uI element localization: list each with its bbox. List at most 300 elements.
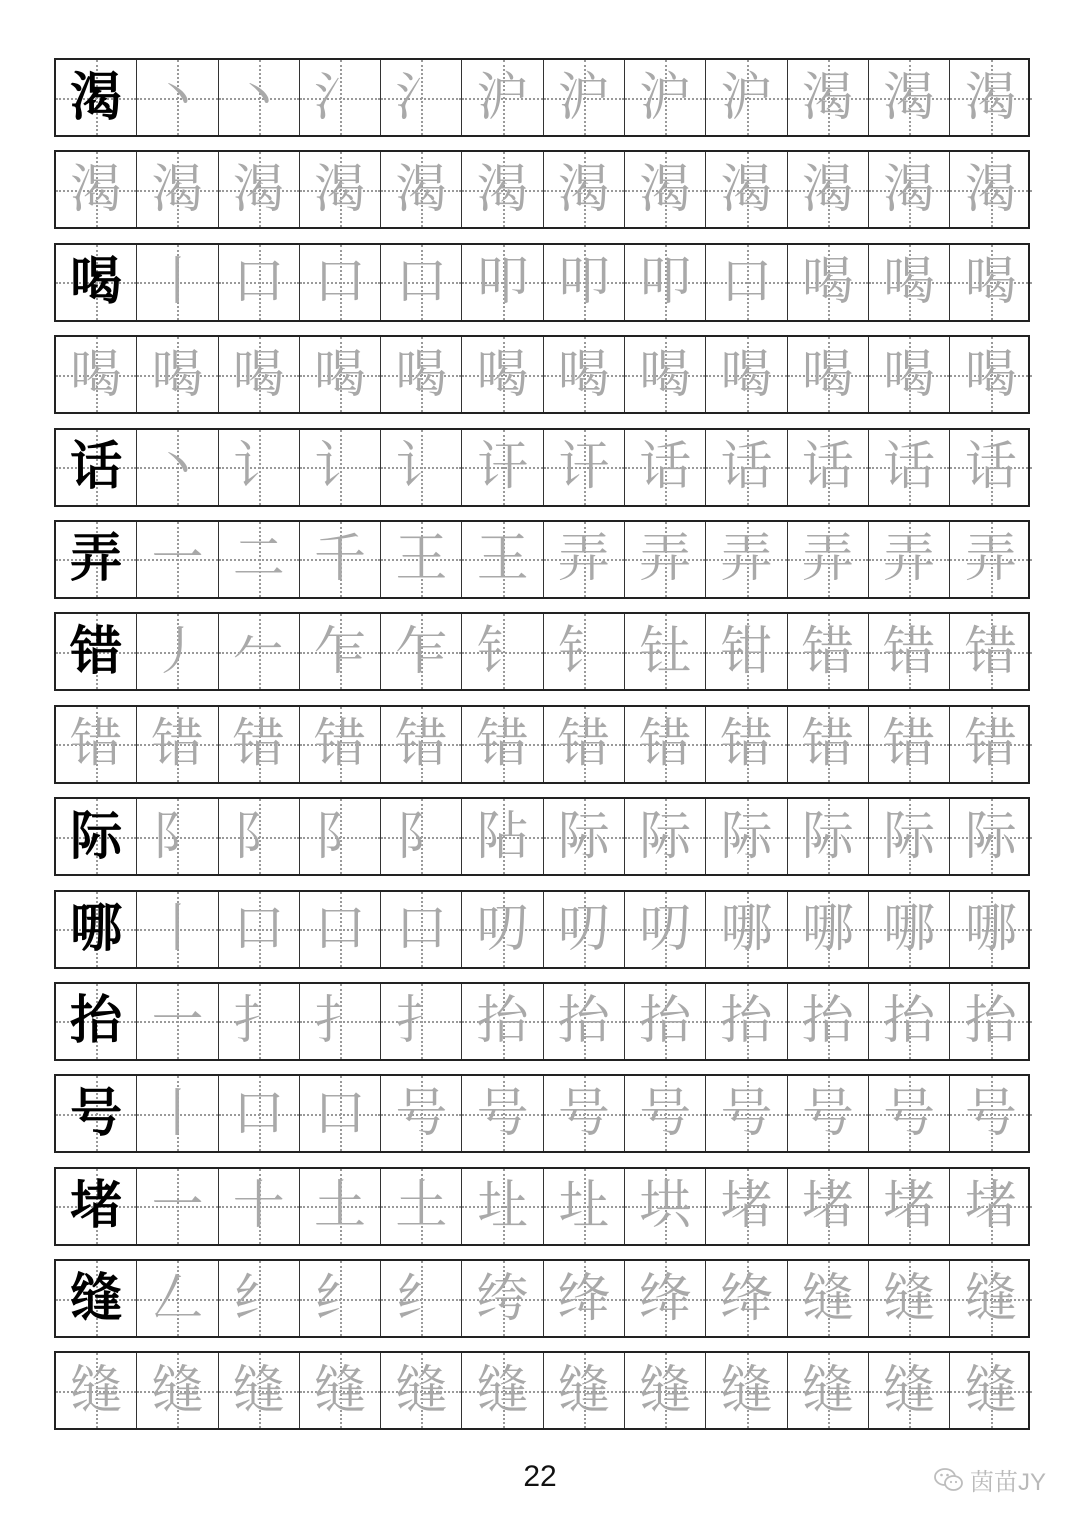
grid-cell (950, 522, 1031, 597)
trace-character: 口 (232, 252, 285, 313)
grid-cell (950, 1076, 1031, 1151)
trace-character: 堵 (964, 1176, 1017, 1237)
grid-cell (706, 1261, 787, 1336)
grid-cell (706, 1169, 787, 1244)
grid-cell (625, 1169, 706, 1244)
grid-cell (462, 152, 543, 227)
trace-character: 纟 (395, 1268, 448, 1329)
grid-cell (869, 60, 950, 135)
trace-character: 一 (151, 1176, 204, 1237)
grid-cell (300, 522, 381, 597)
trace-character: 钳 (720, 621, 773, 682)
trace-character: 渴 (314, 159, 367, 220)
trace-character: 纟 (314, 1268, 367, 1329)
trace-character: 渴 (557, 159, 610, 220)
grid-cell (788, 1353, 869, 1428)
grid-cell (706, 522, 787, 597)
trace-character: 喝 (557, 344, 610, 405)
grid-cell (544, 1261, 625, 1336)
practice-row (54, 428, 1030, 507)
grid-cell (625, 1353, 706, 1428)
trace-character: 讦 (557, 437, 610, 498)
trace-character: 钅 (557, 621, 610, 682)
grid-cell (137, 60, 218, 135)
trace-character: 话 (801, 437, 854, 498)
grid-cell (300, 337, 381, 412)
grid-cell (219, 430, 300, 505)
grid-cell (381, 337, 462, 412)
grid-cell (137, 1261, 218, 1336)
trace-character: 渴 (232, 159, 285, 220)
grid-cell (544, 1169, 625, 1244)
trace-character: 喝 (232, 344, 285, 405)
grid-cell (137, 984, 218, 1059)
trace-character: 乍 (395, 621, 448, 682)
grid-cell (950, 1261, 1031, 1336)
trace-character: 绔 (476, 1268, 529, 1329)
trace-character: 缝 (476, 1360, 529, 1421)
trace-character: 弄 (557, 529, 610, 590)
grid-cell (625, 337, 706, 412)
practice-row (54, 1167, 1030, 1246)
trace-character: 渴 (801, 159, 854, 220)
trace-character: 号 (639, 1083, 692, 1144)
trace-character: 弄 (720, 529, 773, 590)
practice-row (54, 1074, 1030, 1153)
grid-cell (706, 614, 787, 689)
trace-character: 扌 (232, 991, 285, 1052)
model-character: 际 (70, 806, 123, 867)
grid-cell (950, 245, 1031, 320)
grid-cell (462, 60, 543, 135)
trace-character: 错 (883, 621, 936, 682)
trace-character: 喝 (70, 344, 123, 405)
grid-cell (381, 245, 462, 320)
trace-character: 渴 (964, 67, 1017, 128)
trace-character: 十 (232, 1176, 285, 1237)
grid-cell (137, 799, 218, 874)
trace-character: 缝 (314, 1360, 367, 1421)
grid-cell (869, 1169, 950, 1244)
trace-character: 错 (476, 714, 529, 775)
grid-cell (300, 614, 381, 689)
grid-cell (462, 707, 543, 782)
grid-cell (462, 1169, 543, 1244)
grid-cell (462, 1353, 543, 1428)
trace-character: 缝 (151, 1360, 204, 1421)
grid-cell (219, 1353, 300, 1428)
trace-character: 钅 (476, 621, 529, 682)
grid-cell (869, 707, 950, 782)
trace-character: 缝 (801, 1360, 854, 1421)
grid-cell (544, 1353, 625, 1428)
grid-cell (625, 614, 706, 689)
grid-cell (950, 430, 1031, 505)
grid-cell (300, 707, 381, 782)
model-character: 弄 (70, 529, 123, 590)
grid-cell (788, 614, 869, 689)
grid-cell (219, 707, 300, 782)
grid-cell (56, 1261, 137, 1336)
trace-character: 𠂉 (232, 621, 285, 682)
trace-character: 喝 (883, 252, 936, 313)
practice-row (54, 982, 1030, 1061)
trace-character: 纟 (232, 1268, 285, 1329)
trace-character: 话 (883, 437, 936, 498)
trace-character: 圵 (557, 1176, 610, 1237)
grid-cell (869, 430, 950, 505)
practice-row (54, 705, 1030, 784)
trace-character: 错 (70, 714, 123, 775)
grid-cell (381, 152, 462, 227)
trace-character: 错 (232, 714, 285, 775)
grid-cell (544, 707, 625, 782)
grid-cell (788, 430, 869, 505)
trace-character: 弄 (801, 529, 854, 590)
trace-character: 口 (314, 899, 367, 960)
grid-cell (950, 799, 1031, 874)
trace-character: 沪 (720, 67, 773, 128)
trace-character: 喝 (964, 344, 1017, 405)
trace-character: 错 (314, 714, 367, 775)
grid-cell (300, 1353, 381, 1428)
grid-cell (56, 707, 137, 782)
grid-cell (56, 614, 137, 689)
grid-cell (462, 1261, 543, 1336)
trace-character: 弄 (883, 529, 936, 590)
trace-character: 缝 (232, 1360, 285, 1421)
grid-cell (544, 430, 625, 505)
grid-cell (706, 430, 787, 505)
trace-character: 口 (314, 252, 367, 313)
grid-cell (869, 984, 950, 1059)
trace-character: 堵 (801, 1176, 854, 1237)
grid-cell (625, 1261, 706, 1336)
grid-cell (462, 337, 543, 412)
trace-character: 叨 (476, 899, 529, 960)
trace-character: 千 (314, 529, 367, 590)
trace-character: 话 (639, 437, 692, 498)
trace-character: 丶 (232, 67, 285, 128)
trace-character: 弄 (639, 529, 692, 590)
model-character: 喝 (70, 252, 123, 313)
trace-character: 际 (720, 806, 773, 867)
grid-cell (788, 152, 869, 227)
grid-cell (950, 984, 1031, 1059)
trace-character: 一 (151, 529, 204, 590)
trace-character: 哪 (964, 899, 1017, 960)
grid-cell (137, 522, 218, 597)
grid-cell (219, 1076, 300, 1151)
trace-character: 讠 (314, 437, 367, 498)
grid-cell (544, 245, 625, 320)
trace-character: 抬 (639, 991, 692, 1052)
grid-cell (950, 1353, 1031, 1428)
grid-cell (625, 522, 706, 597)
trace-character: 扌 (395, 991, 448, 1052)
grid-cell (706, 60, 787, 135)
trace-character: 际 (801, 806, 854, 867)
grid-cell (300, 60, 381, 135)
practice-row (54, 1259, 1030, 1338)
grid-cell (137, 1169, 218, 1244)
trace-character: 缝 (964, 1360, 1017, 1421)
grid-cell (219, 1169, 300, 1244)
trace-character: 号 (557, 1083, 610, 1144)
trace-character: 绛 (720, 1268, 773, 1329)
grid-cell (219, 984, 300, 1059)
trace-character: 𠃋 (151, 1268, 204, 1329)
practice-row (54, 1351, 1030, 1430)
grid-cell (381, 1169, 462, 1244)
grid-cell (300, 984, 381, 1059)
trace-character: 错 (883, 714, 936, 775)
trace-character: 阝 (151, 806, 204, 867)
trace-character: 渴 (964, 159, 1017, 220)
grid-cell (300, 1169, 381, 1244)
grid-cell (300, 892, 381, 967)
trace-character: 喝 (151, 344, 204, 405)
grid-cell (544, 892, 625, 967)
grid-cell (788, 799, 869, 874)
trace-character: 沪 (639, 67, 692, 128)
trace-character: 抬 (557, 991, 610, 1052)
trace-character: 际 (964, 806, 1017, 867)
trace-character: 扌 (314, 991, 367, 1052)
grid-cell (56, 430, 137, 505)
model-character: 渴 (70, 67, 123, 128)
grid-cell (381, 892, 462, 967)
trace-character: 渴 (883, 159, 936, 220)
trace-character: 渴 (151, 159, 204, 220)
trace-character: 哪 (720, 899, 773, 960)
trace-character: 堵 (720, 1176, 773, 1237)
grid-cell (219, 799, 300, 874)
grid-cell (544, 614, 625, 689)
model-character: 话 (70, 437, 123, 498)
grid-cell (625, 799, 706, 874)
grid-cell (300, 245, 381, 320)
grid-cell (625, 1076, 706, 1151)
practice-row (54, 612, 1030, 691)
trace-character: 缝 (883, 1360, 936, 1421)
trace-character: 喝 (801, 252, 854, 313)
grid-cell (706, 245, 787, 320)
grid-cell (137, 337, 218, 412)
trace-character: 乍 (314, 621, 367, 682)
trace-character: 讦 (476, 437, 529, 498)
grid-cell (137, 152, 218, 227)
trace-character: 渴 (720, 159, 773, 220)
grid-cell (300, 799, 381, 874)
grid-cell (381, 799, 462, 874)
grid-cell (788, 707, 869, 782)
trace-character: 际 (883, 806, 936, 867)
trace-character: 丨 (151, 1083, 204, 1144)
trace-character: 叩 (639, 252, 692, 313)
trace-character: 王 (395, 529, 448, 590)
model-character: 缝 (70, 1268, 123, 1329)
grid-cell (869, 1261, 950, 1336)
grid-cell (788, 1076, 869, 1151)
grid-cell (300, 1076, 381, 1151)
trace-character: 土 (395, 1176, 448, 1237)
trace-character: 抬 (964, 991, 1017, 1052)
grid-cell (625, 430, 706, 505)
grid-cell (706, 1076, 787, 1151)
grid-cell (706, 799, 787, 874)
grid-cell (381, 1261, 462, 1336)
trace-character: 叨 (557, 899, 610, 960)
trace-character: 氵 (314, 67, 367, 128)
grid-cell (137, 892, 218, 967)
grid-cell (300, 1261, 381, 1336)
trace-character: 错 (720, 714, 773, 775)
trace-character: 渴 (883, 67, 936, 128)
trace-character: 号 (883, 1083, 936, 1144)
grid-cell (137, 245, 218, 320)
model-character: 抬 (70, 991, 123, 1052)
grid-cell (56, 522, 137, 597)
trace-character: 号 (395, 1083, 448, 1144)
grid-cell (788, 1169, 869, 1244)
grid-cell (625, 984, 706, 1059)
grid-cell (300, 152, 381, 227)
grid-cell (544, 799, 625, 874)
grid-cell (56, 984, 137, 1059)
trace-character: 弄 (964, 529, 1017, 590)
grid-cell (137, 1076, 218, 1151)
trace-character: 话 (720, 437, 773, 498)
grid-cell (219, 614, 300, 689)
grid-cell (381, 522, 462, 597)
grid-cell (788, 60, 869, 135)
grid-cell (137, 707, 218, 782)
grid-cell (869, 614, 950, 689)
trace-character: 叩 (476, 252, 529, 313)
grid-cell (950, 892, 1031, 967)
trace-character: 口 (314, 1083, 367, 1144)
grid-cell (788, 245, 869, 320)
grid-cell (788, 1261, 869, 1336)
grid-cell (544, 522, 625, 597)
trace-character: 错 (395, 714, 448, 775)
grid-cell (544, 1076, 625, 1151)
trace-character: 叩 (557, 252, 610, 313)
trace-character: 际 (639, 806, 692, 867)
trace-character: 口 (720, 252, 773, 313)
grid-cell (706, 337, 787, 412)
trace-character: 丨 (151, 252, 204, 313)
trace-character: 缝 (639, 1360, 692, 1421)
trace-character: 缝 (720, 1360, 773, 1421)
trace-character: 堵 (883, 1176, 936, 1237)
trace-character: 喝 (639, 344, 692, 405)
trace-character: 叨 (639, 899, 692, 960)
trace-character: 渴 (801, 67, 854, 128)
trace-character: 话 (964, 437, 1017, 498)
grid-cell (869, 1076, 950, 1151)
trace-character: 喝 (395, 344, 448, 405)
grid-cell (219, 892, 300, 967)
grid-cell (137, 614, 218, 689)
trace-character: 缝 (395, 1360, 448, 1421)
grid-cell (56, 337, 137, 412)
grid-cell (625, 892, 706, 967)
grid-cell (381, 614, 462, 689)
trace-character: 圵 (476, 1176, 529, 1237)
trace-character: 丿 (151, 621, 204, 682)
practice-row (54, 520, 1030, 599)
trace-character: 丨 (151, 899, 204, 960)
grid-cell (706, 892, 787, 967)
practice-row (54, 335, 1030, 414)
model-character: 号 (70, 1083, 123, 1144)
grid-cell (56, 799, 137, 874)
model-character: 哪 (70, 899, 123, 960)
trace-character: 阽 (476, 806, 529, 867)
trace-character: 喝 (720, 344, 773, 405)
grid-cell (56, 152, 137, 227)
trace-character: 号 (476, 1083, 529, 1144)
trace-character: 土 (314, 1176, 367, 1237)
grid-cell (300, 430, 381, 505)
trace-character: 口 (232, 899, 285, 960)
grid-cell (706, 1353, 787, 1428)
grid-cell (544, 337, 625, 412)
grid-cell (462, 245, 543, 320)
trace-character: 丶 (151, 437, 204, 498)
grid-cell (869, 152, 950, 227)
grid-cell (869, 245, 950, 320)
grid-cell (625, 245, 706, 320)
grid-cell (869, 799, 950, 874)
grid-cell (137, 430, 218, 505)
trace-character: 喝 (801, 344, 854, 405)
grid-cell (56, 1076, 137, 1151)
trace-character: 喝 (883, 344, 936, 405)
model-character: 错 (70, 621, 123, 682)
grid-cell (219, 60, 300, 135)
practice-grid (54, 58, 1030, 1444)
practice-row (54, 58, 1030, 137)
page-number: 22 (523, 1460, 557, 1493)
grid-cell (381, 1076, 462, 1151)
trace-character: 氵 (395, 67, 448, 128)
trace-character: 一 (151, 991, 204, 1052)
grid-cell (544, 984, 625, 1059)
grid-cell (56, 892, 137, 967)
trace-character: 二 (232, 529, 285, 590)
grid-cell (950, 1169, 1031, 1244)
trace-character: 喝 (314, 344, 367, 405)
trace-character: 号 (964, 1083, 1017, 1144)
trace-character: 阝 (314, 806, 367, 867)
grid-cell (56, 245, 137, 320)
trace-character: 抬 (476, 991, 529, 1052)
trace-character: 钍 (639, 621, 692, 682)
trace-character: 缝 (801, 1268, 854, 1329)
grid-cell (462, 892, 543, 967)
trace-character: 错 (557, 714, 610, 775)
trace-character: 口 (395, 252, 448, 313)
trace-character: 阝 (395, 806, 448, 867)
grid-cell (625, 152, 706, 227)
grid-cell (950, 60, 1031, 135)
trace-character: 缝 (883, 1268, 936, 1329)
wechat-icon (934, 1467, 964, 1493)
grid-cell (869, 337, 950, 412)
